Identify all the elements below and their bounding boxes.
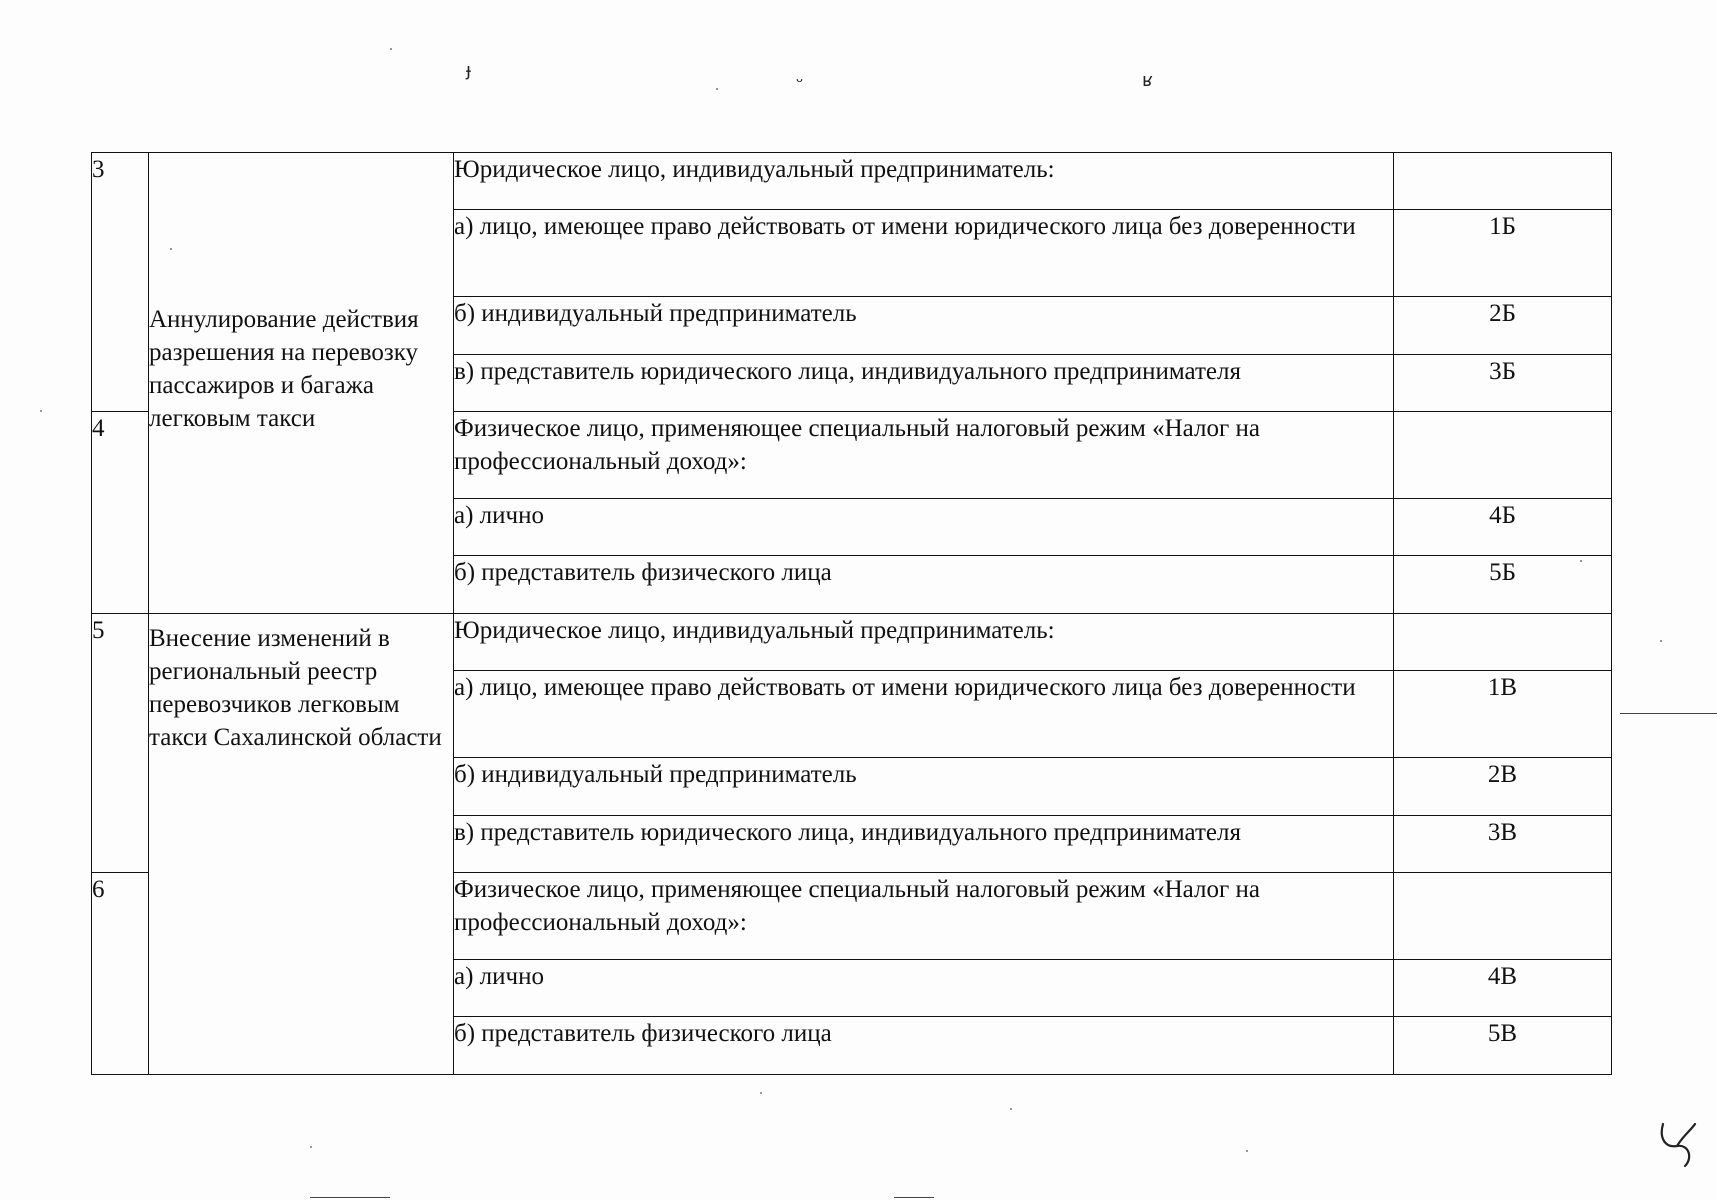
applicant-description: Юридическое лицо, индивидуальный предприниматель: [454, 153, 1394, 210]
applicant-description: б) индивидуальный предприниматель [454, 758, 1394, 816]
row-number-label: 3 [92, 156, 105, 183]
service-name: Аннулирование действия разрешения на перевозку пассажиров и багажа легковым такси [149, 306, 419, 432]
row-number-label: 6 [92, 876, 105, 903]
applicant-code: 3В [1394, 816, 1612, 873]
scan-speck: ᵕ [796, 72, 804, 93]
service-name: Внесение изменений в региональный реестр перевозчиков легковым такси Сахалинской области [149, 625, 442, 751]
applicant-description: б) индивидуальный предприниматель [454, 297, 1394, 355]
scan-dot [40, 410, 42, 412]
applicant-code: 2В [1394, 758, 1612, 816]
applicant-description: а) лицо, имеющее право действовать от имени юридического лица без доверенности [454, 210, 1394, 297]
applicant-description: в) представитель юридического лица, индивидуального предпринимателя [454, 816, 1394, 873]
scan-line [894, 1197, 934, 1198]
applicant-code [1394, 614, 1612, 671]
scan-dot [1010, 1108, 1012, 1110]
service-name-cell [149, 153, 454, 614]
applicant-description: а) лично [454, 499, 1394, 556]
scan-dot [1660, 640, 1662, 642]
handwritten-mark [1655, 1118, 1699, 1172]
applicant-code [1394, 153, 1612, 210]
row-number [92, 873, 149, 1075]
scan-dot [310, 1146, 312, 1148]
scan-dot [760, 1092, 762, 1094]
scan-line [1620, 713, 1717, 714]
service-name-cell [149, 614, 454, 1075]
row-number-label: 5 [92, 617, 105, 644]
applicant-code: 3Б [1394, 355, 1612, 412]
applicant-description: а) лично [454, 960, 1394, 1017]
applicant-code: 1В [1394, 671, 1612, 758]
row-number [92, 614, 149, 873]
scan-dot [390, 48, 392, 50]
applicant-code: 4Б [1394, 499, 1612, 556]
row-number [92, 412, 149, 614]
table-row [92, 153, 1612, 210]
scan-speck: ʁ [1142, 70, 1153, 91]
applicant-code: 2Б [1394, 297, 1612, 355]
table-row [92, 614, 1612, 671]
applicant-code: 5В [1394, 1017, 1612, 1075]
scan-dot [716, 88, 718, 90]
services-table [91, 152, 1612, 1075]
row-number-label: 4 [92, 415, 105, 442]
scan-speck: ɟ [466, 60, 472, 81]
row-number [92, 153, 149, 412]
applicant-description: б) представитель физического лица [454, 556, 1394, 614]
applicant-code [1394, 412, 1612, 499]
applicant-description: Физическое лицо, применяющее специальный налоговый режим «Налог на профессиональный доход»: [454, 412, 1394, 499]
applicant-description: Юридическое лицо, индивидуальный предприниматель: [454, 614, 1394, 671]
scan-dot [1246, 1150, 1248, 1152]
applicant-code: 4В [1394, 960, 1612, 1017]
scan-line [310, 1197, 390, 1198]
applicant-description: б) представитель физического лица [454, 1017, 1394, 1075]
applicant-description: Физическое лицо, применяющее специальный налоговый режим «Налог на профессиональный доход»: [454, 873, 1394, 960]
applicant-code: 1Б [1394, 210, 1612, 297]
applicant-code: 5Б [1394, 556, 1612, 614]
applicant-code [1394, 873, 1612, 960]
applicant-description: а) лицо, имеющее право действовать от имени юридического лица без доверенности [454, 671, 1394, 758]
applicant-description: в) представитель юридического лица, индивидуального предпринимателя [454, 355, 1394, 412]
